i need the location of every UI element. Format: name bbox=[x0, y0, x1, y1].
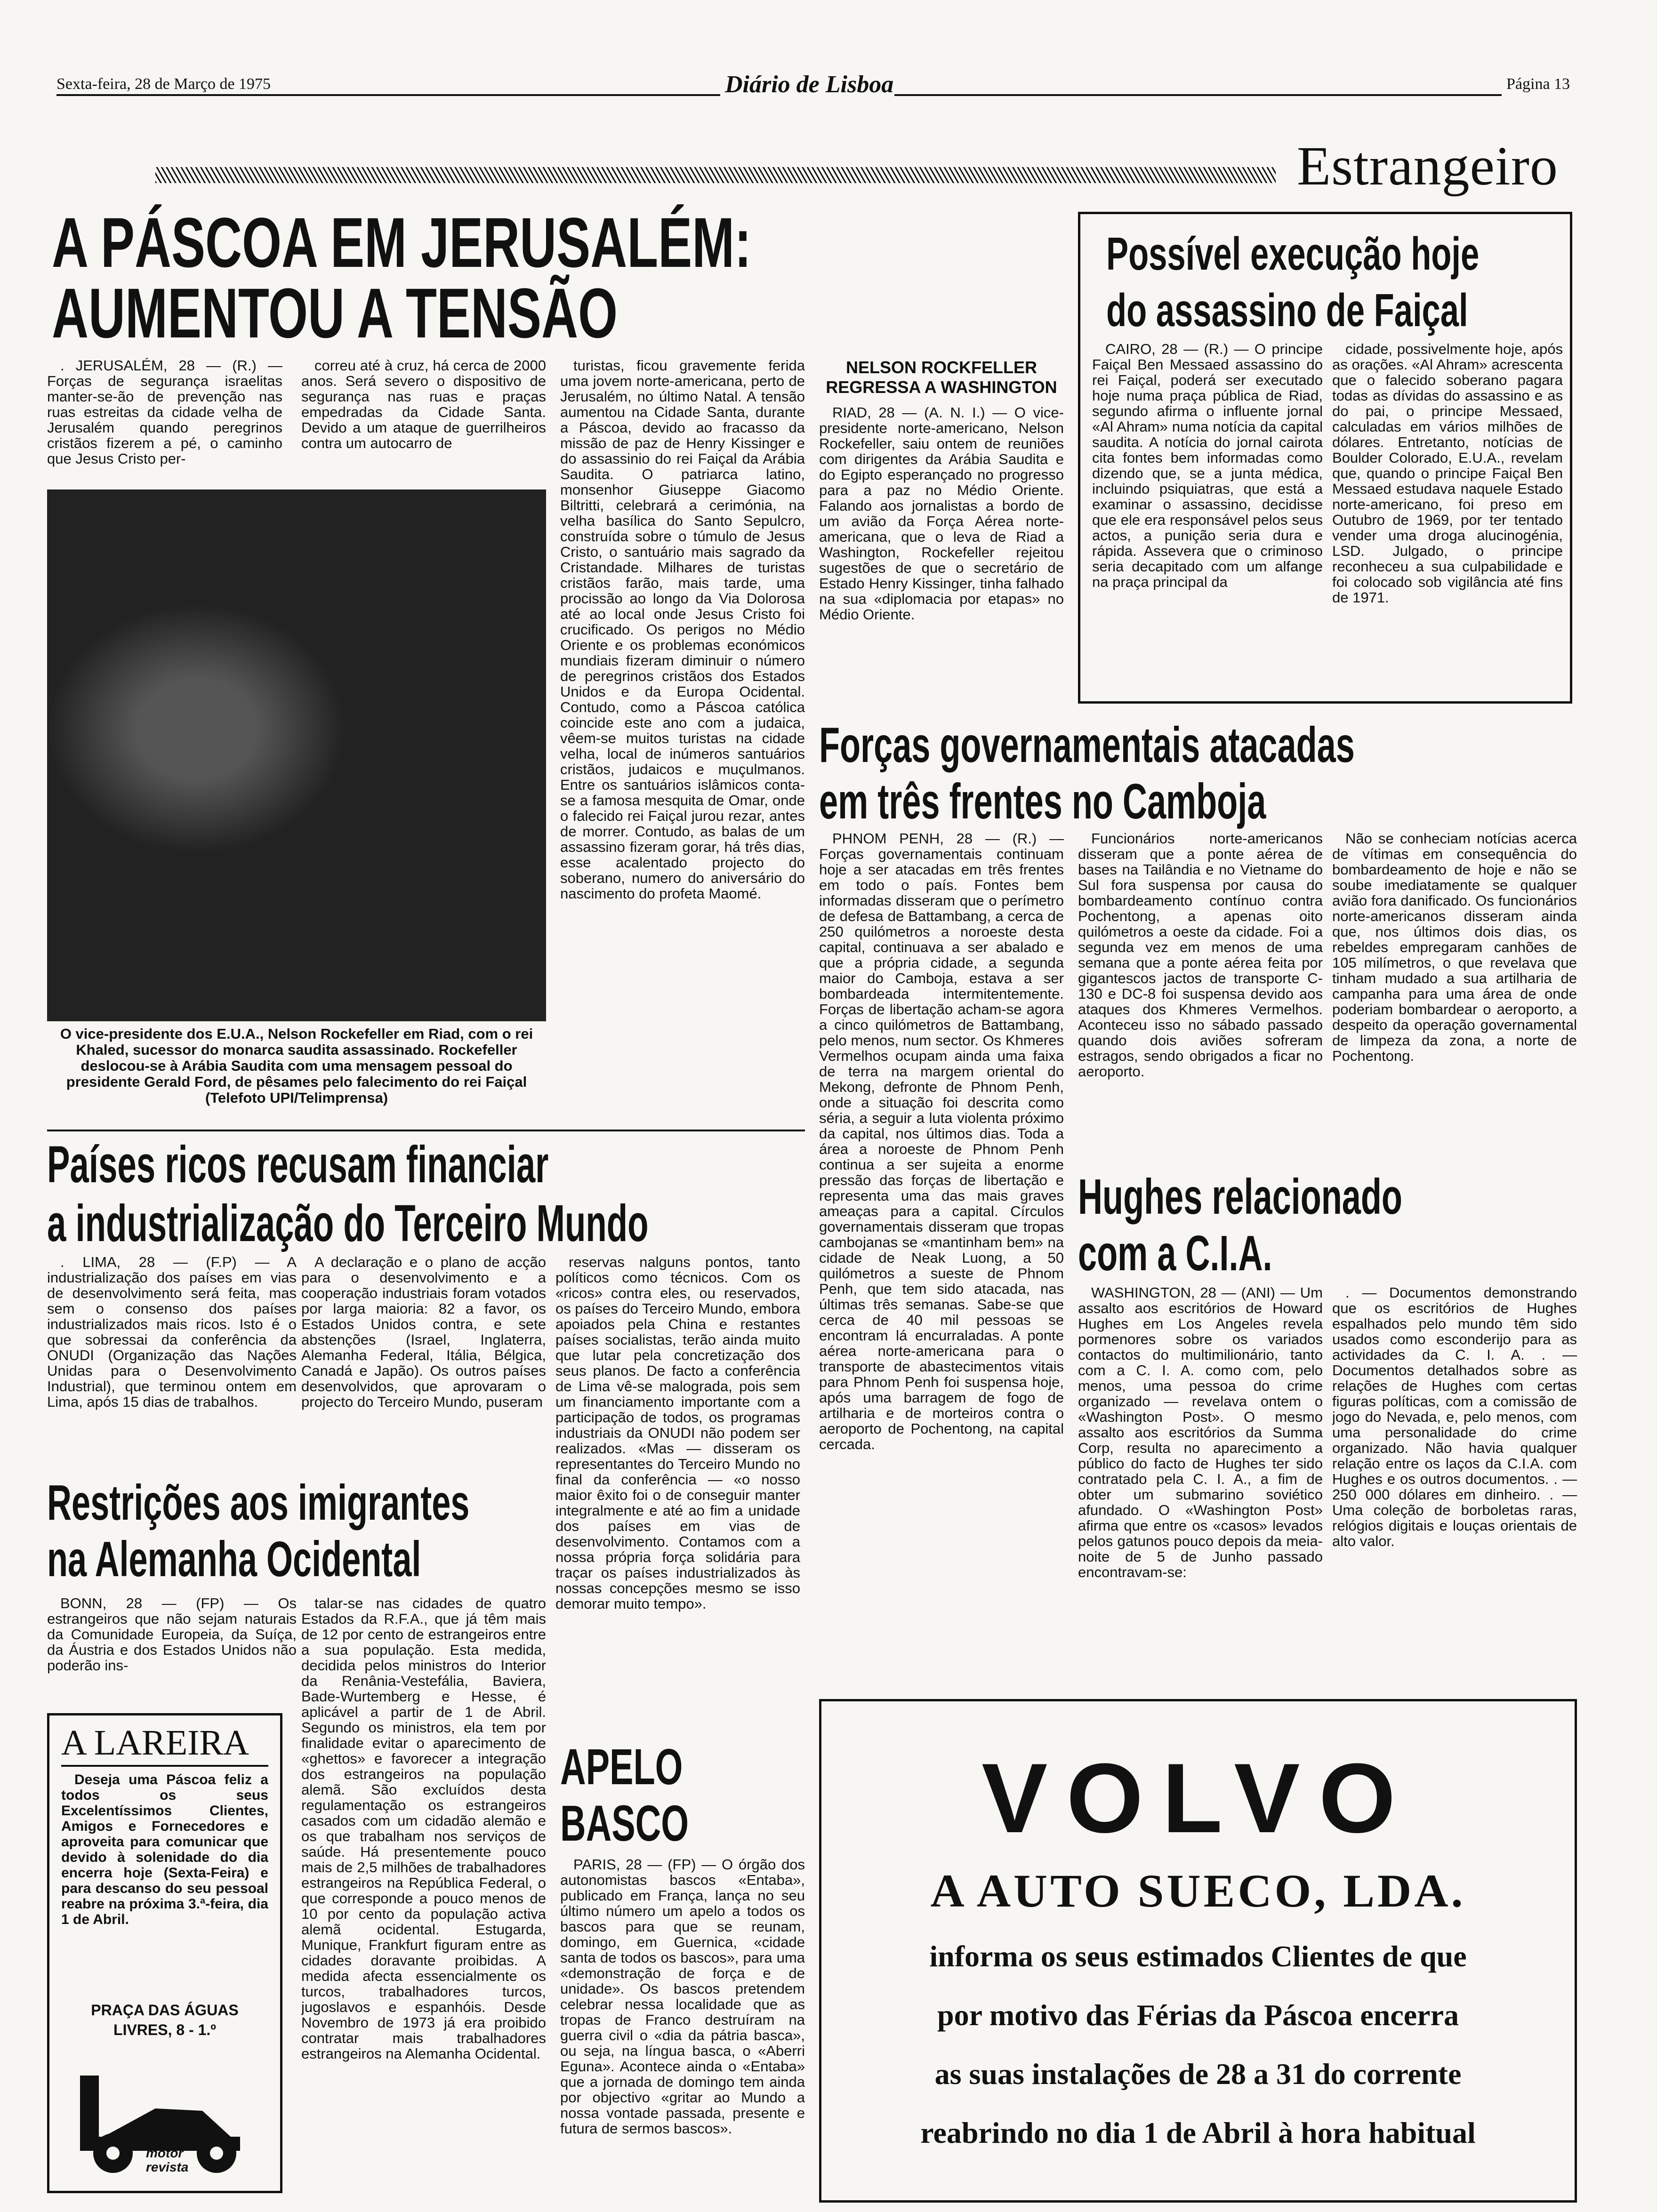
rockefeller-text: RIAD, 28 — (A. N. I.) — O vice-presidente norte-americano, Nelson Rockefeller, saiu ontem de reuniões com dirigentes da Arábia Saudita e do Egipto esperançado no progresso para a paz no Médio Oriente. Falando aos jornalistas a bordo de um avião da Força Aérea norte-americana, que o leva de Riad a Washington, Rockefeller rejeitou sugestões de que o secretário de Estado Henry Kissinger, tinha falhado na sua «diplomacia por etapas» no Médio Oriente. bbox=[819, 405, 1064, 623]
jerusalem-col1: . JERUSALÉM, 28 — (R.) — Forças de segurança israelitas manter-se-ão de prevenção nas ruas estreitas da cidade velha de Jerusalém quando peregrinos cristãos fizerem a pé, o caminho que Jesus Cristo per- bbox=[47, 358, 282, 467]
ricos-rule bbox=[47, 1130, 805, 1131]
page-date: Sexta-feira, 28 de Março de 1975 bbox=[56, 75, 271, 93]
imigrantes-title-1: Restrições aos imigrantes bbox=[47, 1475, 470, 1531]
jerusalem-col3: turistas, ficou gravemente ferida uma jovem norte-americana, perto de Jerusalém, no último Natal. A tensão aumentou na Cidade Santa, durante a Páscoa, devido ao fracasso da missão de paz de Henry Kissinger e do assassinio do rei Faiçal da Arábia Saudita. O patriarca latino, monsenhor Giuseppe Giacomo Biltritti, celebrará a cerimónia, na velha basílica do Santo Sepulcro, construída sobre o túmulo de Jesus Cristo, o santuário mais sagrado da Cristandade. Milhares de turistas cristãos farão, mais tarde, uma procissão ao longo da Via Dolorosa até ao local onde Jesus Cristo foi crucificado. Os perigos no Médio Oriente e os problemas económicos mundiais fizeram diminuir o número de peregrinos cristãos dos Estados Unidos e da Europa Ocidental. Contudo, como a Páscoa católica coincide este ano com a judaica, vêem-se muitos turistas na cidade velha, local de inúmeros santuários cristãos, judaicos e muçulmanos. Entre os santuários islâmicos conta-se a famosa mesquita de Omar, onde o falecido rei Faiçal jurou rezar, antes de morrer. Contudo, as balas de um assassino fizeram gorar, há três dias, esse acalentado projecto do soberano, numero do aniversário do nascimento do profeta Maomé. bbox=[560, 358, 805, 902]
header-rule-left bbox=[56, 94, 720, 96]
camboja-col3: Não se conheciam notícias acerca de vítimas em consequência do bombardeamento de hoje e não se soube imediatamente se qualquer avião fora danificado. Os funcionários norte-americanos disseram ainda que, nos últimos dois dias, os rebeldes empregaram canhões de 105 milímetros, o que revelava que tinham mudado a sua artilharia de campanha para uma área de onde poderiam bombardear o aeroporto, a despeito da operação governamental de limpeza da zona, a norte de Pochentong. bbox=[1332, 831, 1577, 1064]
main-headline-1: A PÁSCOA EM JERUSALÉM: bbox=[52, 203, 752, 282]
lareira-rule bbox=[61, 1765, 268, 1767]
imigrantes-col2: talar-se nas cidades de quatro Estados da R.F.A., que já têm mais de 12 por cento de estrangeiros entre a sua população. Esta medida, decidida pelos ministros do Interior da Renânia-Vestefália, Baviera, Bade-Wurtemberg e Hesse, é aplicável a partir de 1 de Abril. Segundo os ministros, ela tem por finalidade evitar o aparecimento de «ghettos» e favorecer a integração dos estrangeiros na população alemã. São excluídos desta regulamentação os estrangeiros casados com um cidadão alemão e os que trabalham nos serviços de saúde. Há presentemente pouco mais de 2,5 milhões de trabalhadores estrangeiros na República Federal, o que corresponde a pouco menos de 10 por cento da população activa alemã ocidental. Estugarda, Munique, Frankfurt figuram entre as cidades doravante proibidas. A medida afecta essencialmente os turcos, trabalhadores turcos, jugoslavos e espanhóis. Desde Novembro de 1973 já era proibido contratar mais trabalhadores estrangeiros na Alemanha Ocidental. bbox=[301, 1595, 546, 2062]
hughes-title-2: com a C.I.A. bbox=[1078, 1226, 1272, 1281]
volvo-brand: VOLVO bbox=[981, 1743, 1415, 1853]
ricos-col3: reservas nalguns pontos, tanto políticos como técnicos. Com os «ricos» contra eles, ou reservados, os países do Terceiro Mundo, embora apoiados pela China e restantes países socialistas, terão ainda muito que lutar pela concretização dos seus planos. De facto a conferência de Lima vê-se malograda, pois sem um financiamento importante com a participação de todos, os programas industriais da ONUDI não podem ser realizados. «Mas — disseram os representantes do Terceiro Mundo no final da conferência — «o nosso maior êxito foi o de conseguir manter integralmente e até ao fim a unidade dos países em vias de desenvolvimento. Contamos com a nossa própria força solidária para traçar os países industrializados às nossas concepções mesmo se isso demorar muito tempo». bbox=[555, 1254, 800, 1612]
camboja-title-2: em três frentes no Camboja bbox=[819, 774, 1266, 829]
faical-title-2: do assassino de Faiçal bbox=[1106, 284, 1468, 336]
section-title: Estrangeiro bbox=[1297, 135, 1558, 197]
jerusalem-col2: correu até à cruz, há cerca de 2000 anos. Será severo o dispositivo de segurança nas ruas e praças empedradas da Cidade Santa. Devido a um ataque de guerrilheiros contra um autocarro de bbox=[301, 358, 546, 451]
ricos-title-1: Países ricos recusam financiar bbox=[47, 1136, 549, 1194]
faical-col2: cidade, possivelmente hoje, após as orações. «Al Ahram» acrescenta que o falecido soberano pagara todas as dívidas do assassino e as do pai, o principe Messaed, calculadas em vários milhões de dólares. Entretanto, notícias de Boulder Colorado, E.U.A., revelam que, quando o principe Faiçal Ben Messaed estudava naquele Estado norte-americano, foi preso em Outubro de 1969, por ter tentado vender uma droga alucinogénia, LSD. Julgado, o principe reconheceu a sua culpabilidade e foi colocado sob vigilância até fins de 1971. bbox=[1332, 341, 1563, 606]
faical-col1: CAIRO, 28 — (R.) — O principe Faiçal Ben Messaed assassino do rei Faiçal, poderá ser executado hoje numa praça pública de Riad, segundo afirma o influente jornal «Al Ahram» numa notícia da capital saudita. A notícia do jornal cairota cita fontes bem informadas como dizendo que, se a junta médica, incluindo psiquiatras, que está a examinar o assassino, decidisse que ele era responsável pelos seus actos, a punição seria dura e rápida. Assevera que o criminoso seria decapitado com um alfange na praça principal da bbox=[1092, 341, 1323, 590]
hughes-col1: WASHINGTON, 28 — (ANI) — Um assalto aos escritórios de Howard Hughes em Los Angeles revela pormenores sobre os variados contactos do multimilionário, tanto com a C. I. A. como com, pelo menos, uma pessoa do crime organizado — revelava ontem o «Washington Post». O mesmo assalto aos escritórios da Summa Corp, resulta no aparecimento a público do facto de Hughes ter sido contratado pela C. I. A., a fim de obter um submarino soviético afundado. O «Washington Post» afirma que entre os «casos» levados pelos gatunos pouco depois da meia-noite de 5 de Junho passado encontravam-se: bbox=[1078, 1285, 1323, 1580]
basco-title-2: BASCO bbox=[560, 1795, 689, 1851]
volvo-line-2: por motivo das Férias da Páscoa encerra bbox=[937, 1998, 1459, 2032]
camboja-title-1: Forças governamentais atacadas bbox=[819, 717, 1355, 773]
lareira-address: PRAÇA DAS ÁGUAS LIVRES, 8 - 1.º bbox=[91, 2002, 239, 2038]
rockefeller-khaled-photo bbox=[47, 489, 546, 1021]
volvo-line-4: reabrindo no dia 1 de Abril à hora habitual bbox=[920, 2116, 1476, 2149]
volvo-company: A AUTO SUECO, LDA. bbox=[930, 1865, 1466, 1917]
ricos-col1: . LIMA, 28 — (F.P) — A industrialização dos países em vias de desenvolvimento será feita, mas sem o consenso dos países industrializados mais ricos. Isto é o que sobressai da conferência da ONUDI (Organização das Nações Unidas para o Desenvolvimento Industrial), que terminou ontem em Lima, após 15 dias de trabalhos. bbox=[47, 1254, 297, 1410]
camboja-col1: PHNOM PENH, 28 — (R.) — Forças governamentais continuam hoje a ser atacadas em três frentes em todo o país. Fontes bem informadas disseram que o perímetro de defesa de Battambang, a cerca de 250 quilómetros a noroeste desta capital, continuava a ser abalado e que a própria cidade, a segunda maior do Camboja, estava a ser bombardeada intermitentemente. Forças de libertação acham-se agora a cinco quilómetros de Battambang, pelo menos, num sector. Os Khmeres Vermelhos ocupam ainda uma faixa de terra na margem oriental do Mekong, defronte de Phnom Penh, onde a situação foi descrita como séria, a seguir a luta violenta próximo da capital, nos últimos dias. Toda a área a noroeste de Phnom Penh continua a ser sujeita a enorme pressão das forças de libertação e representa uma das mais graves ameaças para a capital. Círculos governamentais disseram que tropas cambojanas se «mantinham bem» na cidade de Neak Luong, a 50 quilómetros a sueste de Phnom Penh, que tem sido atacada, nas últimas três semanas. Sabe-se que cerca de 40 mil pessoas se encontram lá encurraladas. A ponte aérea norte-americana para o transporte de abastecimentos vitais para Phnom Penh foi suspensa hoje, após uma barragem de fogo de artilharia e de morteiros contra o aeroporto de Pochentong, na capital cercada. bbox=[819, 831, 1064, 1452]
section-hatch bbox=[155, 167, 1276, 183]
lareira-text: Deseja uma Páscoa feliz a todos os seus Excelentíssimos Clientes, Amigos e Fornecedores e aproveita para comunicar que devido à solenidade do dia encerra hoje (Sexta-Feira) e para descanso do seu pessoal reabre na próxima 3.ª-feira, dia 1 de Abril. bbox=[61, 1772, 268, 1927]
rockefeller-title-1: NELSON ROCKFELLER bbox=[845, 358, 1037, 377]
motor-revista-logo: motor revista bbox=[146, 2146, 189, 2174]
ricos-title-2: a industrialização do Terceiro Mundo bbox=[47, 1194, 649, 1252]
header-rule-right bbox=[894, 94, 1502, 96]
volvo-line-1: informa os seus estimados Clientes de que bbox=[929, 1940, 1467, 1973]
lareira-title: A LAREIRA bbox=[61, 1723, 249, 1763]
rockefeller-title-2: REGRESSA A WASHINGTON bbox=[826, 377, 1057, 397]
photo-caption: O vice-presidente dos E.U.A., Nelson Rockefeller em Riad, com o rei Khaled, sucessor do monarca saudita assassinado. Rockefeller deslocou-se à Arábia Saudita com uma mensagem pessoal do presidente Gerald Ford, de pêsames pelo falecimento do rei Faiçal (Telefoto UPI/Telimprensa) bbox=[60, 1026, 533, 1106]
basco-text: PARIS, 28 — (FP) — O órgão dos autonomistas bascos «Entaba», publicado em França, lança no seu último número um apelo a todos os bascos para que se reunam, domingo, em Guernica, «cidade santa de todos os bascos», para uma «demonstração de força e de unidade». Os bascos pretendem celebrar nessa localidade que as tropas de Franco destruíram na guerra civil o «dia da pátria basca», ou seja, na língua basca, o «Aberri Eguna». Acontece ainda o «Entaba» que a jornada de domingo tem ainda por objectivo «gritar ao Mundo a nossa vontade passada, presente e futura de sermos bascos». bbox=[560, 1857, 805, 2137]
hughes-col2: . — Documentos demonstrando que os escritórios de Hughes espalhados pelo mundo têm sido usados como esconderijo para as actividades da C. I. A. . — Documentos detalhados sobre as relações de Hughes com certas figuras políticas, com a comissão de jogo do Nevada, e, pelo menos, com uma personalidade do crime organizado. Não havia qualquer relação entre os laços da C.I.A. com Hughes e os outros documentos. . — 250 000 dólares em dinheiro. . — Uma coleção de borboletas raras, relógios digitais e louças orientais de alto valor. bbox=[1332, 1285, 1577, 1549]
masthead: Diário de Lisboa bbox=[725, 71, 894, 98]
camboja-col2: Funcionários norte-americanos disseram que a ponte aérea de bases na Tailândia e no Vietname do Sul fora suspensa por causa do bombardeamento contínuo contra Pochentong, a apenas oito quilómetros a oeste da cidade. Foi a segunda vez em menos de uma semana que a ponte aérea feita por gigantescos jactos de transporte C-130 e DC-8 foi suspensa devido aos ataques dos Khmeres Vermelhos. Aconteceu isso no sábado passado quando dois aviões sofreram estragos, sendo obrigados a ficar no aeroporto. bbox=[1078, 831, 1323, 1080]
faical-title-1: Possível execução hoje bbox=[1106, 228, 1480, 280]
basco-title-1: APELO bbox=[560, 1738, 683, 1795]
imigrantes-title-2: na Alemanha Ocidental bbox=[47, 1531, 421, 1587]
main-headline-2: AUMENTOU A TENSÃO bbox=[52, 273, 618, 353]
page-number: Página 13 bbox=[1506, 75, 1570, 93]
hughes-title-1: Hughes relacionado bbox=[1078, 1169, 1402, 1225]
imigrantes-col1: BONN, 28 — (FP) — Os estrangeiros que não sejam naturais da Comunidade Europeia, da Suíça, da Áustria e dos Estados Unidos não poderão ins- bbox=[47, 1595, 297, 1674]
ricos-col2: A declaração e o plano de acção para o desenvolvimento e a cooperação industriais foram votados por larga maioria: 82 a favor, os Estados Unidos contra, e sete abstenções (Israel, Inglaterra, Alemanha Federal, Itália, Bélgica, Canadá e Japão). Os outros países desenvolvidos, que aprovaram o projecto do Terceiro Mundo, puseram bbox=[301, 1254, 546, 1410]
volvo-line-3: as suas instalações de 28 a 31 do corrente bbox=[934, 2057, 1462, 2091]
